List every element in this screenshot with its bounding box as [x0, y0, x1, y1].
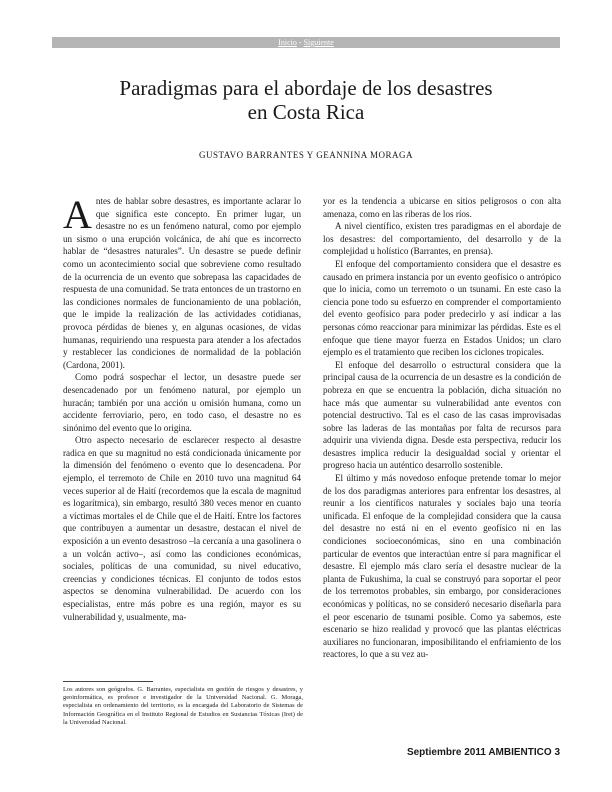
page-footer [407, 747, 560, 758]
page-number: 3 [554, 747, 560, 758]
navigation-bar [52, 37, 560, 48]
footnote-divider [63, 681, 153, 682]
paragraph: El enfoque del comportamiento considera que el desastre es causado en primera instancia por un evento geofísico o antrópico que lo inicia, como un terremoto o un tsunami. En este caso la ciencia pone todo su esfuerzo en comprender el comportamiento del evento geofísico para poder predecirlo y así indicar a las personas cómo reaccionar para minimizar las pérdidas. Este es el enfoque que tiene mayor fuerza en Estados Unidos; un claro ejemplo es el tratamiento que reciben los ciclones tropicales. [323, 258, 561, 358]
title-line-1: Paradigmas para el abordaje de los desastres [119, 76, 493, 100]
right-column [323, 195, 561, 661]
paragraph-text: ntes de hablar sobre desastres, es importante aclarar lo que significa este concepto. En primer lugar, un desastre no es un fenómeno natural, como por ejemplo un sismo o una erupción volcánica, de ahí que es incorrecto hablar de “desastres naturales”. Un desastre se puede definir como un acontecimiento social que sobreviene como resultado de la ocurrencia de un evento que sobrepasa las capacidades de respuesta de una comunidad. Se trata entonces de un trastorno en las condiciones normales de funcionamiento de una población, que le impide la realización de las actividades cotidianas, provoca pérdidas de bienes y, en algunas ocasiones, de vidas humanas, requiriendo una respuesta para atender a los afectados y restablecer las condiciones de normalidad de la población (Cardona, 2001). [63, 196, 301, 370]
drop-cap: A [63, 192, 92, 237]
title-line-2: en Costa Rica [247, 100, 365, 124]
left-column [63, 192, 301, 623]
paragraph: yor es la tendencia a ubicarse en sitios peligrosos o con alta amenaza, como en las riberas de los ríos. [323, 196, 561, 219]
paragraph: Como podrá sospechar el lector, un desastre puede ser desencadenado por un fenómeno natural, por ejemplo un huracán; también por una acción u omisión humana, como un accidente ferroviario, pero, en todo caso, el desastre no es sinónimo del evento que lo origina. [63, 372, 301, 433]
issue-date: Septiembre 2011 [406, 747, 486, 758]
paragraph: El enfoque del desarrollo o estructural considera que la principal causa de la ocurrencia de un desastre es la condición de pobreza en que se encuentra la población, dicha situación no hace más que aumentar su vulnerabilidad ante eventos con potencial destructivo. Tal es el caso de las casas improvisadas sobre las laderas de las montañas por falta de recursos para adquirir una vivienda digna. Desde esta perspectiva, reducir los desastres implica reducir la desigualdad social y orientar el progreso hacia un auténtico desarrollo sostenible. [323, 359, 561, 471]
next-link[interactable]: Siguiente [303, 38, 334, 47]
magazine-name: AMBIENTICO [488, 747, 552, 758]
home-link[interactable]: Inicio [278, 38, 297, 47]
article-authors: GUSTAVO BARRANTES Y GEANNINA MORAGA [199, 150, 413, 160]
article-title [52, 76, 560, 124]
paragraph: El último y más novedoso enfoque pretende tomar lo mejor de los dos paradigmas anteriores para enfrentar los desastres, al reunir a los científicos naturales y sociales bajo una teoría unificada. El enfoque de la complejidad considera que la causa del desastre no está ni en el evento geofísico ni en las condiciones socioeconómicas, sino en una combinación particular de eventos que interactúan entre sí para magnificar el desastre. El ejemplo más claro sería el desastre nuclear de la planta de Fukushima, la cual se construyó para soportar el peor de los terremotos probables, sin embargo, por consideraciones económicas y políticas, no se consideró necesario diseñarla para el peor escenario de tsunami posible. Como ya sabemos, este escenario se hizo realidad y provocó que las plantas eléctricas auxiliares no funcionaran, imposibilitando el enfriamiento de los reactores, lo que a su vez au- [323, 473, 561, 660]
paragraph: Otro aspecto necesario de esclarecer respecto al desastre radica en que su magnitud no está condicionada únicamente por la dimensión del fenómeno o evento que lo desencadena. Por ejemplo, el terremoto de Chile en 2010 tuvo una magnitud 64 veces superior al de Haití (recordemos que la escala de magnitud es logarítmica), sin embargo, resultó 380 veces menor en cuanto a víctimas mortales el de Chile que el de Haití. Entre los factores que contribuyen a aumentar un desastre, destacan el nivel de exposición a un evento desastroso –la cercanía a una gasolinera o a un volcán activo–, así como las condiciones económicas, sociales, políticas de una comunidad, su nivel educativo, creencias y condiciones técnicas. El conjunto de todos estos aspectos se denomina vulnerabilidad. De acuerdo con los especialistas, entre más pobre es una región, mayor es su vulnerabilidad y, usualmente, ma- [63, 435, 301, 622]
paragraph [63, 192, 301, 371]
nav-separator: - [296, 38, 304, 47]
footnote: Los autores son geógrafos. G. Barrantes, especialista en gestión de riesgos y desastres, y geoinformática, es profesor e investigador de la Universidad Nacional. G. Moraga, especialista en ordenamiento del territorio, es la encargada del Laboratorio de Sistemas de Información Geográfica en el Instituto Regional de Estudios en Sustancias Tóxicas (Iret) de la Universidad Nacional. [63, 686, 303, 726]
paragraph: A nivel científico, existen tres paradigmas en el abordaje de los desastres: del comportamiento, del desarrollo y de la complejidad u holístico (Barrantes, en prensa). [323, 221, 561, 257]
